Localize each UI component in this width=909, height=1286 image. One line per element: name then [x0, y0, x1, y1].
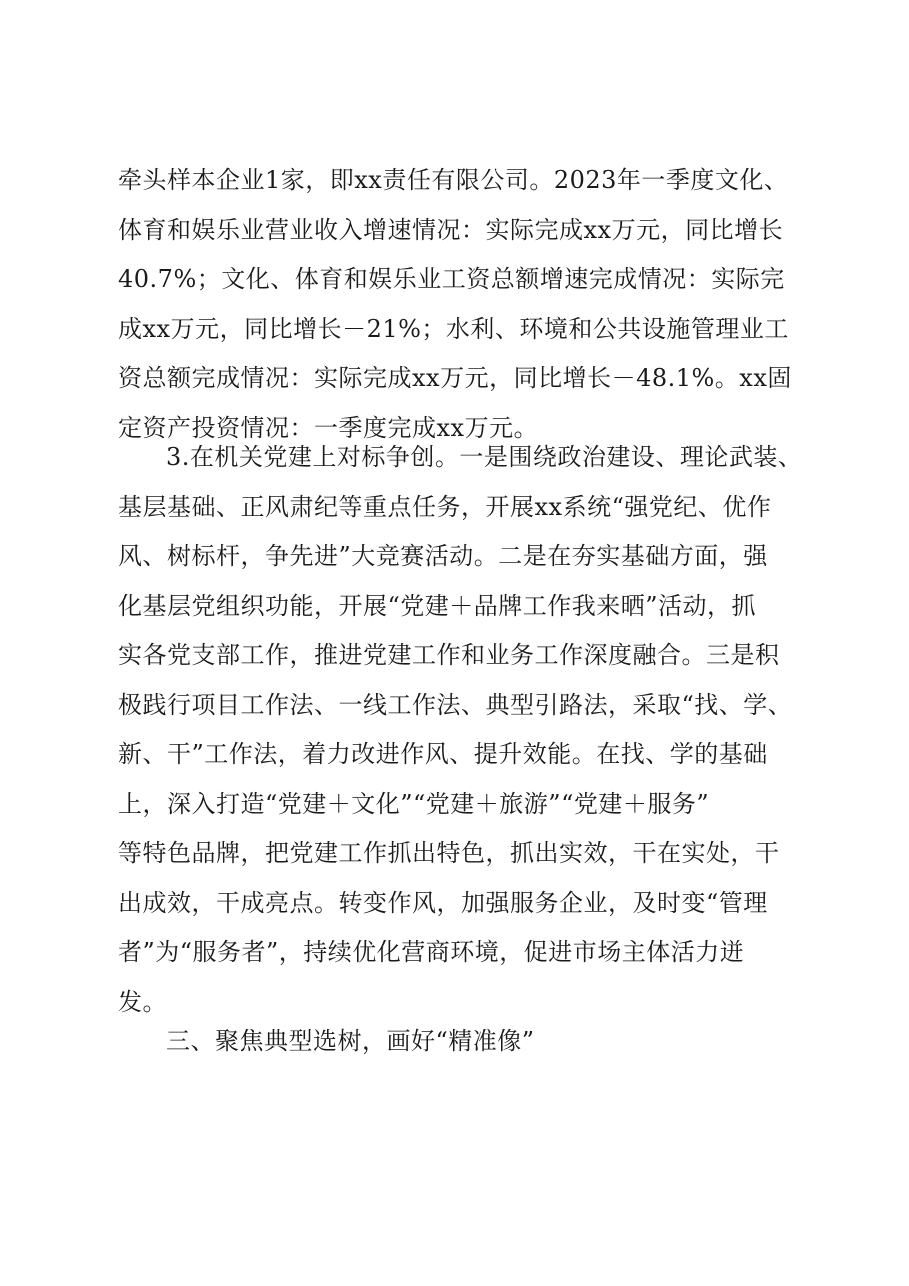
- paragraph-line: 成xx万元，同比增长－21%；水利、环境和公共设施管理业工: [118, 314, 789, 343]
- paragraph-line: 发。: [118, 987, 167, 1016]
- paragraph-line: 定资产投资情况：一季度完成xx万元。: [118, 413, 539, 442]
- paragraph-line: 3.在机关党建上对标争创。一是围绕政治建设、理论武装、: [166, 443, 803, 471]
- paragraph-line: 极践行项目工作法、一线工作法、典型引路法，采取“找、学、: [118, 690, 793, 719]
- section-heading: [118, 1017, 798, 1067]
- paragraph-line: 40.7%；文化、体育和娱乐业工资总额增速完成情况：实际完: [118, 265, 785, 293]
- paragraph-line: 体育和娱乐业营业收入增速情况：实际完成xx万元，同比增长: [118, 215, 784, 244]
- paragraph-line: 实各党支部工作，推进党建工作和业务工作深度融合。三是积: [118, 641, 780, 669]
- paragraph-line: 出成效，干成亮点。转变作风，加强服务企业，及时变“管理: [118, 888, 768, 917]
- paragraph-line: 资总额完成情况：实际完成xx万元，同比增长－48.1%。xx固: [118, 364, 792, 392]
- paragraph-line: 上，深入打造“党建＋文化”“党建＋旅游”“党建＋服务”: [118, 789, 710, 818]
- paragraph-line: 新、干”工作法，着力改进作风、提升效能。在找、学的基础: [118, 740, 768, 768]
- paragraph-line: 风、树标杆，争先进”大竞赛活动。二是在夯实基础方面，强: [118, 542, 768, 570]
- paragraph-party-building: [118, 433, 803, 1027]
- paragraph-line: 化基层党组织功能，开展“党建＋品牌工作我来晒”活动，抓: [118, 591, 757, 620]
- heading-text: 三、聚焦典型选树，画好“精准像”: [166, 1027, 535, 1055]
- paragraph-line: 基层基础、正风肃纪等重点任务，开展xx系统“强党纪、优作: [118, 492, 772, 521]
- paragraph-line: 等特色品牌，把党建工作抓出特色，抓出实效，干在实处，干: [118, 839, 780, 867]
- paragraph-line: 牵头样本企业1家，即xx责任有限公司。2023年一季度文化、: [118, 166, 789, 194]
- paragraph-enterprise-statistics: [118, 156, 798, 453]
- paragraph-line: 者”为“服务者”，持续优化营商环境，促进市场主体活力迸: [118, 938, 745, 966]
